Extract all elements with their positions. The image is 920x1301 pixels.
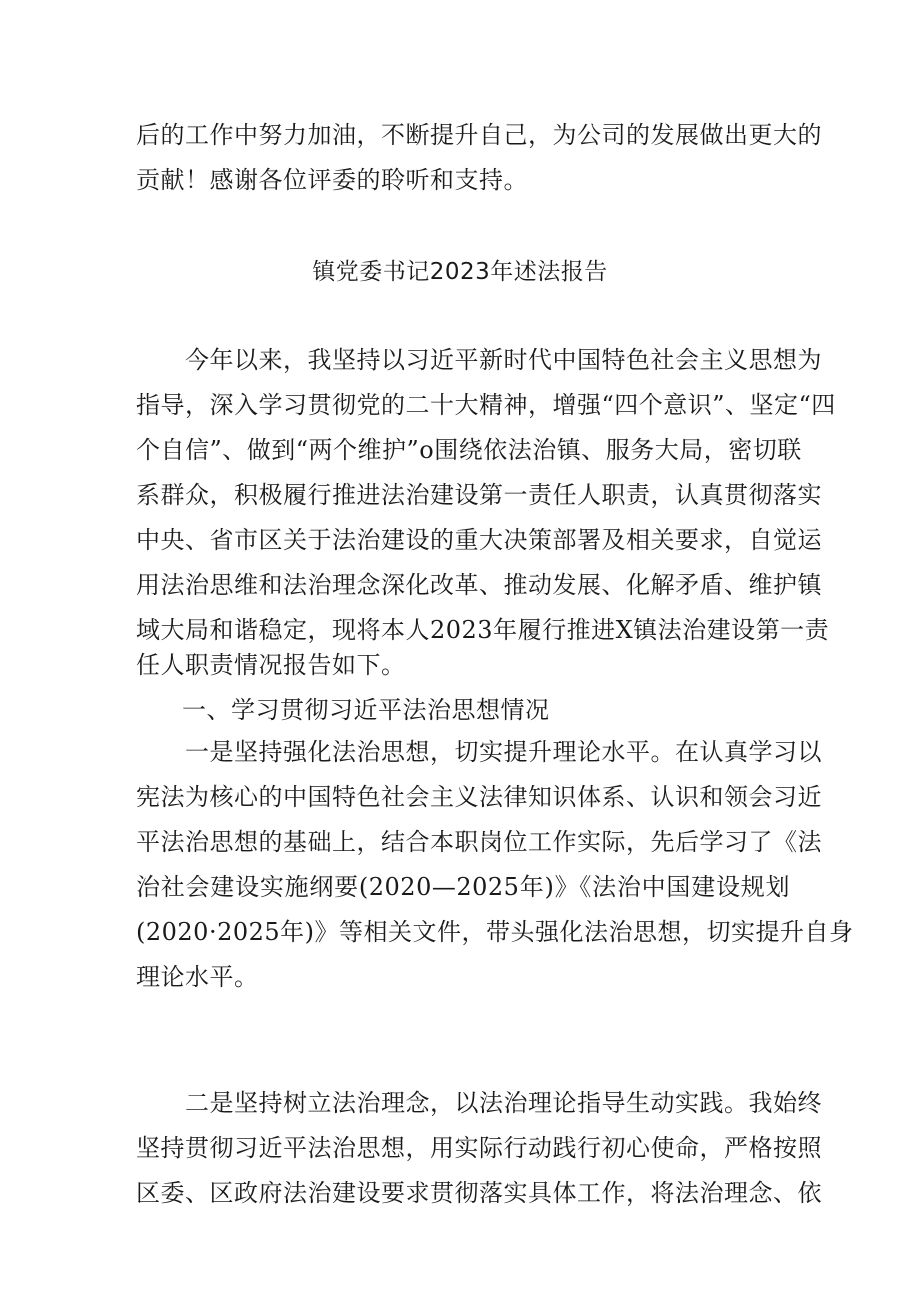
text-line: 域大局和谐稳定，现将本人2023年履行推进X镇法治建设第一责 bbox=[136, 616, 830, 644]
text-line: 坚持贯彻习近平法治思想，用实际行动践行初心使命，严格按照 bbox=[136, 1134, 822, 1162]
text-line: 今年以来，我坚持以习近平新时代中国特色社会主义思想为 bbox=[136, 346, 822, 374]
text-line: 任人职责情况报告如下。 bbox=[136, 651, 406, 679]
section-heading: 一、学习贯彻习近平法治思想情况 bbox=[182, 696, 550, 724]
text-line: 个自信”、做到“两个维护”o围绕依法治镇、服务大局，密切联 bbox=[136, 436, 802, 464]
text-line: 宪法为核心的中国特色社会主义法律知识体系、认识和领会习近 bbox=[136, 783, 822, 811]
report-title: 镇党委书记2023年述法报告 bbox=[312, 259, 608, 285]
text-line: 一是坚持强化法治思想，切实提升理论水平。在认真学习以 bbox=[136, 738, 822, 766]
text-line: 二是坚持树立法治理念，以法治理论指导生动实践。我始终 bbox=[136, 1089, 822, 1117]
text-line: 指导，深入学习贯彻党的二十大精神，增强“四个意识”、坚定“四 bbox=[136, 391, 836, 419]
text-line: 后的工作中努力加油，不断提升自己，为公司的发展做出更大的 bbox=[136, 121, 822, 149]
text-line: 治社会建设实施纲要(2020—2025年)》《法治中国建设规划 bbox=[136, 873, 790, 901]
text-line: (2020·2025年)》等相关文件，带头强化法治思想，切实提升自身 bbox=[136, 918, 854, 946]
text-line: 平法治思想的基础上，结合本职岗位工作实际，先后学习了《法 bbox=[136, 828, 822, 856]
text-line: 理论水平。 bbox=[136, 963, 259, 991]
text-line: 用法治思维和法治理念深化改革、推动发展、化解矛盾、维护镇 bbox=[136, 571, 822, 599]
text-line: 贡献！感谢各位评委的聆听和支持。 bbox=[136, 166, 528, 194]
text-line: 中央、省市区关于法治建设的重大决策部署及相关要求，自觉运 bbox=[136, 526, 822, 554]
text-line: 区委、区政府法治建设要求贯彻落实具体工作，将法治理念、依 bbox=[136, 1179, 822, 1207]
text-line: 系群众，积极履行推进法治建设第一责任人职责，认真贯彻落实 bbox=[136, 481, 822, 509]
